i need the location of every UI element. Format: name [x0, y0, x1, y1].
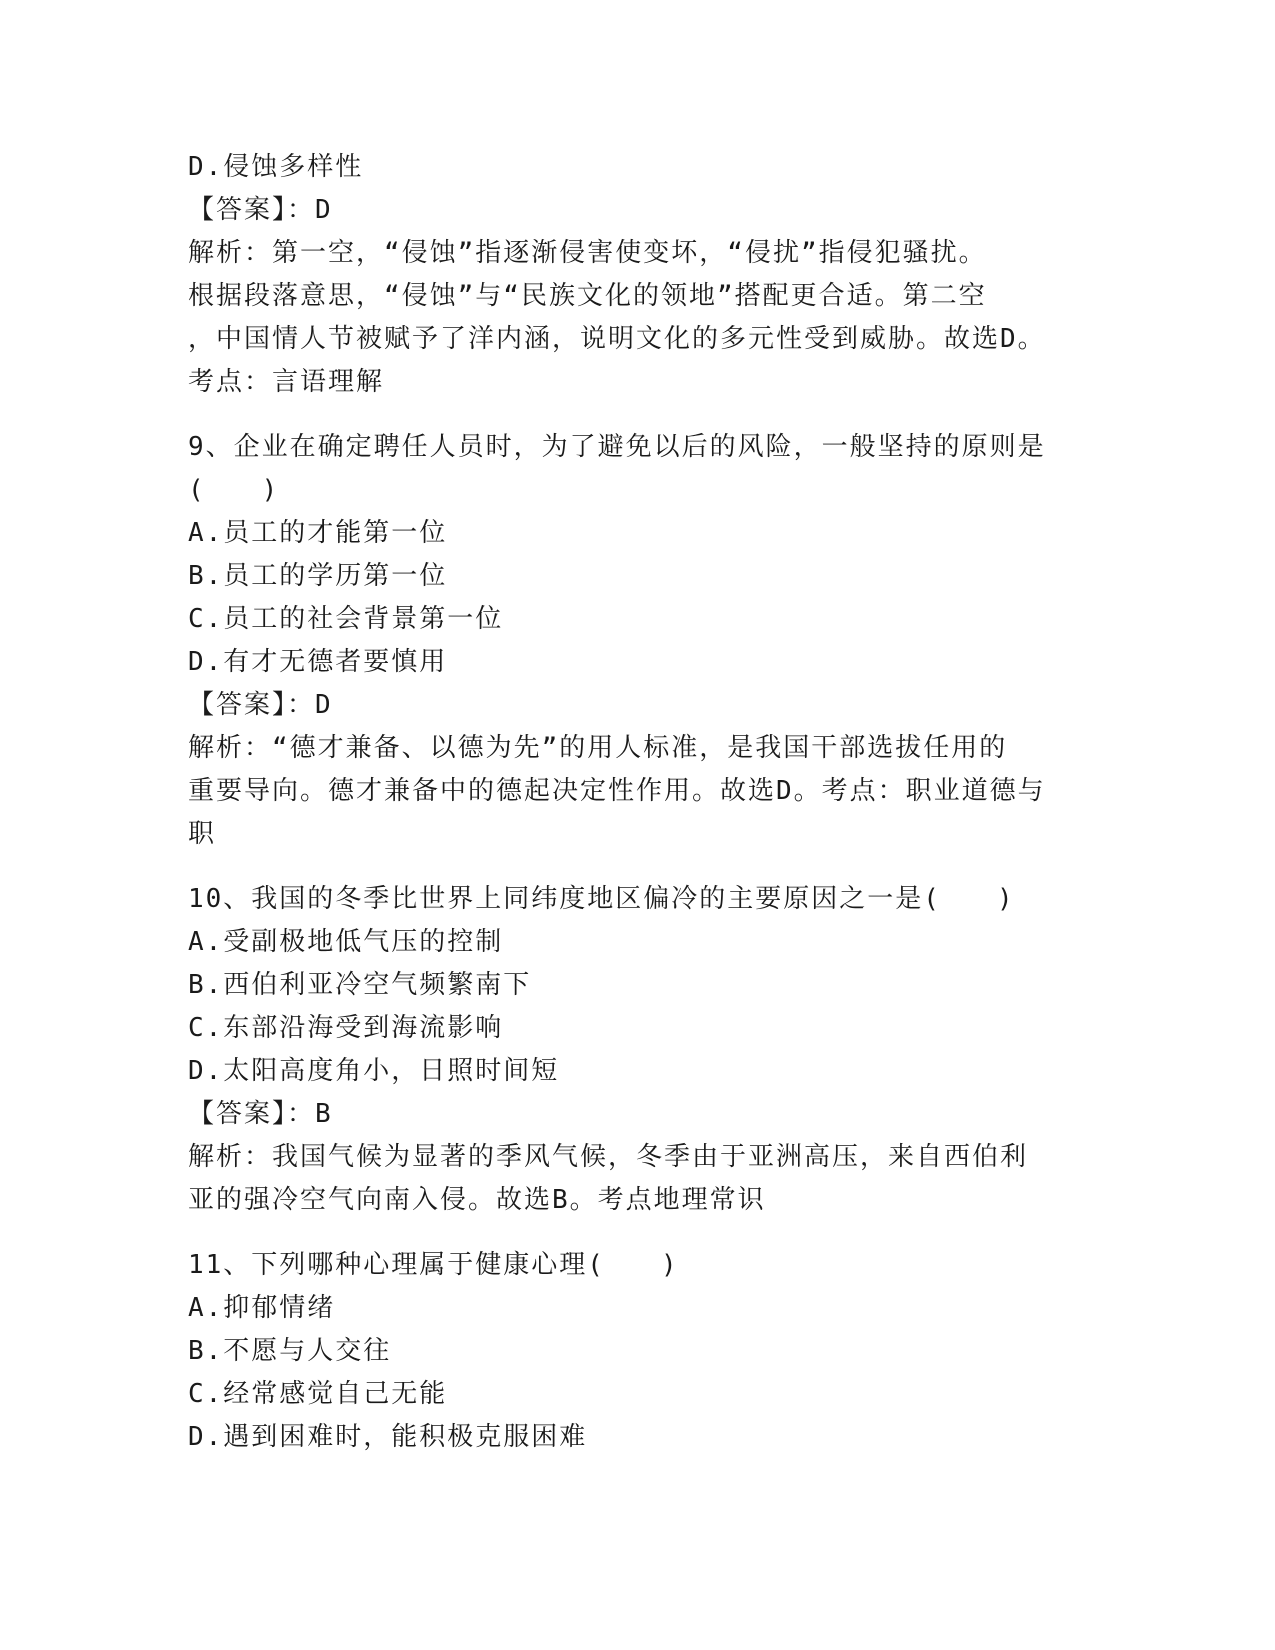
analysis-line: 解析：第一空，“侵蚀”指逐渐侵害使变坏，“侵扰”指侵犯骚扰。: [188, 238, 987, 268]
answer-label: 【答案】：D: [188, 195, 333, 225]
question-9: [188, 426, 1088, 856]
question-stem: 11、下列哪种心理属于健康心理( ): [188, 1250, 679, 1280]
option-d: D.遇到困难时，能积极克服困难: [188, 1422, 588, 1452]
question-blank: ( ): [188, 475, 280, 505]
option-c: C.东部沿海受到海流影响: [188, 1013, 504, 1043]
topic-line: 考点：言语理解: [188, 367, 385, 397]
question-stem: 10、我国的冬季比世界上同纬度地区偏冷的主要原因之一是( ): [188, 884, 1015, 914]
question-11: [188, 1244, 1088, 1459]
question-stem: 9、企业在确定聘任人员时，为了避免以后的风险，一般坚持的原则是: [188, 432, 1046, 462]
option-b: B.不愿与人交往: [188, 1336, 392, 1366]
document-page: [188, 146, 1088, 1459]
answer-label: 【答案】：B: [188, 1099, 333, 1129]
analysis-line: 职: [188, 819, 217, 849]
analysis-line: 重要导向。德才兼备中的德起决定性作用。故选D。考点：职业道德与: [188, 776, 1046, 806]
option-d: D.有才无德者要慎用: [188, 647, 448, 677]
option-d: D.侵蚀多样性: [188, 152, 364, 182]
answer-label: 【答案】：D: [188, 690, 333, 720]
question-10: [188, 878, 1088, 1222]
option-a: A.员工的才能第一位: [188, 518, 448, 548]
option-a: A.抑郁情绪: [188, 1293, 336, 1323]
option-b: B.员工的学历第一位: [188, 561, 448, 591]
analysis-line: 根据段落意思，“侵蚀”与“民族文化的领地”搭配更合适。第二空: [188, 281, 987, 311]
analysis-line: 解析：我国气候为显著的季风气候，冬季由于亚洲高压，来自西伯利: [188, 1142, 1029, 1172]
option-d: D.太阳高度角小，日照时间短: [188, 1056, 560, 1086]
option-b: B.西伯利亚冷空气频繁南下: [188, 970, 532, 1000]
question-8-tail: [188, 146, 1088, 404]
option-c: C.员工的社会背景第一位: [188, 604, 504, 634]
analysis-line: 亚的强冷空气向南入侵。故选B。考点地理常识: [188, 1185, 766, 1215]
analysis-line: ，中国情人节被赋予了洋内涵，说明文化的多元性受到威胁。故选D。: [188, 324, 1046, 354]
option-c: C.经常感觉自己无能: [188, 1379, 448, 1409]
analysis-line: 解析：“德才兼备、以德为先”的用人标准，是我国干部选拔任用的: [188, 733, 1008, 763]
option-a: A.受副极地低气压的控制: [188, 927, 504, 957]
